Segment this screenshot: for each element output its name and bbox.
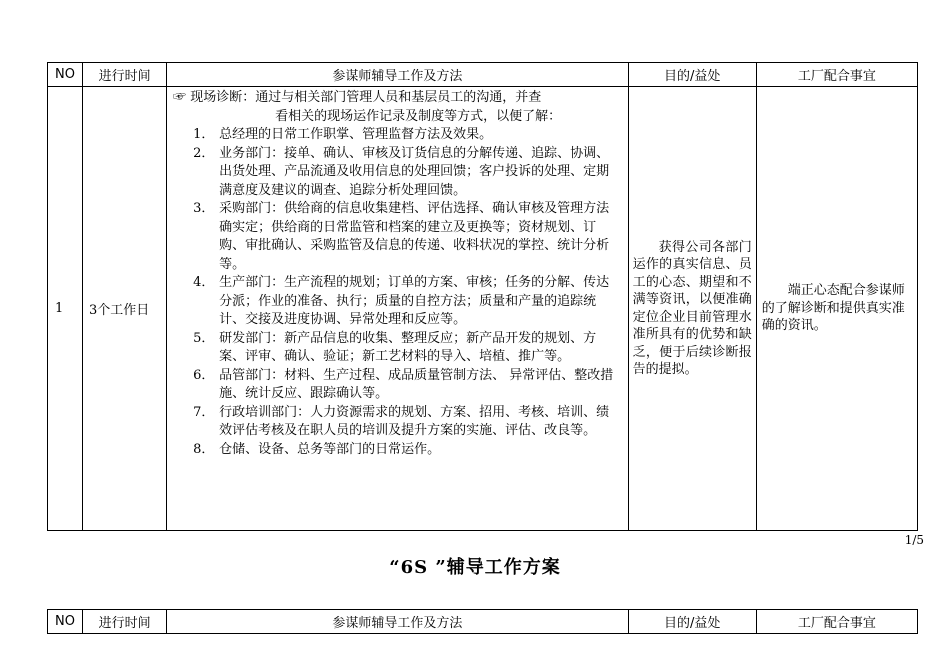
header-factory: 工厂配合事宜 [756, 610, 917, 634]
header-time: 进行时间 [83, 63, 167, 87]
list-item-number: 5． [193, 330, 215, 346]
method-intro [173, 89, 622, 126]
header-method: 参谋师辅导工作及方法 [167, 610, 629, 634]
list-item [173, 367, 622, 404]
list-item-text: 采购部门：供给商的信息收集建档、评估选择、确认审核及管理方法确实定；供给商的日常监管和档案的建立及更换等；资材规划、订购、审批确认、采购监管及信息的传递、收料状况的掌控、统计分析等。 [219, 201, 610, 272]
consulting-plan-table-2 [47, 609, 918, 634]
header-purpose: 目的/益处 [628, 63, 756, 87]
method-intro-line-a: ☞ 现场诊断：通过与相关部门管理人员和基层员工的沟通，并查 [173, 90, 542, 105]
header-purpose: 目的/益处 [628, 610, 756, 634]
list-item-number: 6． [193, 367, 215, 383]
header-factory: 工厂配合事宜 [756, 63, 917, 87]
list-item [173, 200, 622, 274]
list-item-number: 3． [193, 201, 215, 216]
list-item [173, 274, 622, 330]
list-item-text: 仓储、设备、总务等部门的日常运作。 [219, 441, 441, 457]
row-duration: 3个工作日 [83, 87, 167, 531]
list-item-number: 1． [193, 127, 215, 142]
page-number: 1/5 [904, 533, 924, 547]
list-item [173, 126, 622, 145]
list-item [173, 145, 622, 201]
table-header-row [48, 63, 918, 87]
list-item-text: 业务部门：接单、确认、审核及订货信息的分解传递、追踪、协调、出货处理、产品流通及收用信息的处理回馈；客户投诉的处理、定期满意度及建议的调查、追踪分析处理回馈。 [219, 145, 610, 198]
purpose-text: 获得公司各部门运作的真实信息、员工的心态、期望和不满等资讯，以便准确定位企业目前管理水准所具有的优势和缺乏，便于后续诊断报告的提拟。 [632, 239, 752, 377]
list-item-text: 生产部门：生产流程的规划；订单的方案、审核；任务的分解、传达分派；作业的准备、执行；质量的自控方法；质量和产量的追踪统计、交接及进度协调、异常处理和反应等。 [219, 275, 610, 327]
list-item-number: 8． [193, 441, 215, 457]
consulting-plan-table [47, 62, 918, 531]
list-item-text: 研发部门：新产品信息的收集、整理反应；新产品开发的规划、方案、评审、确认、验证；新工艺材料的导入、培植、推广等。 [219, 330, 597, 364]
header-no: NO [48, 610, 83, 634]
section-title: “6S ”辅导工作方案 [389, 557, 561, 578]
list-item [173, 404, 622, 441]
row-factory [756, 87, 917, 531]
list-item-number: 4． [193, 275, 215, 290]
list-item-text: 行政培训部门：人力资源需求的规划、方案、招用、考核、培训、绩效评估考核及在职人员的培训及提升方案的实施、评估、改良等。 [219, 404, 610, 438]
list-item-text: 总经理的日常工作职掌、管理监督方法及效果。 [219, 127, 493, 142]
table-row [48, 87, 918, 531]
factory-text: 端正心态配合参谋师的了解诊断和提供真实准确的资讯。 [761, 283, 905, 334]
row-purpose [628, 87, 756, 531]
row-number: 1 [48, 87, 83, 531]
method-intro-line-b: 看相关的现场运作记录及制度等方式，以便了解： [275, 108, 562, 124]
list-item-number: 7． [193, 404, 215, 420]
header-no: NO [48, 63, 83, 87]
list-item-number: 2． [193, 145, 215, 161]
row-method [167, 87, 629, 531]
list-item [173, 330, 622, 367]
list-item [173, 441, 622, 460]
table-header-row [48, 610, 918, 634]
header-time: 进行时间 [83, 610, 167, 634]
list-item-text: 品管部门：材料、生产过程、成品质量管制方法、 异常评估、整改措施、统计反应、跟踪确认等。 [219, 367, 614, 401]
header-method: 参谋师辅导工作及方法 [167, 63, 629, 87]
